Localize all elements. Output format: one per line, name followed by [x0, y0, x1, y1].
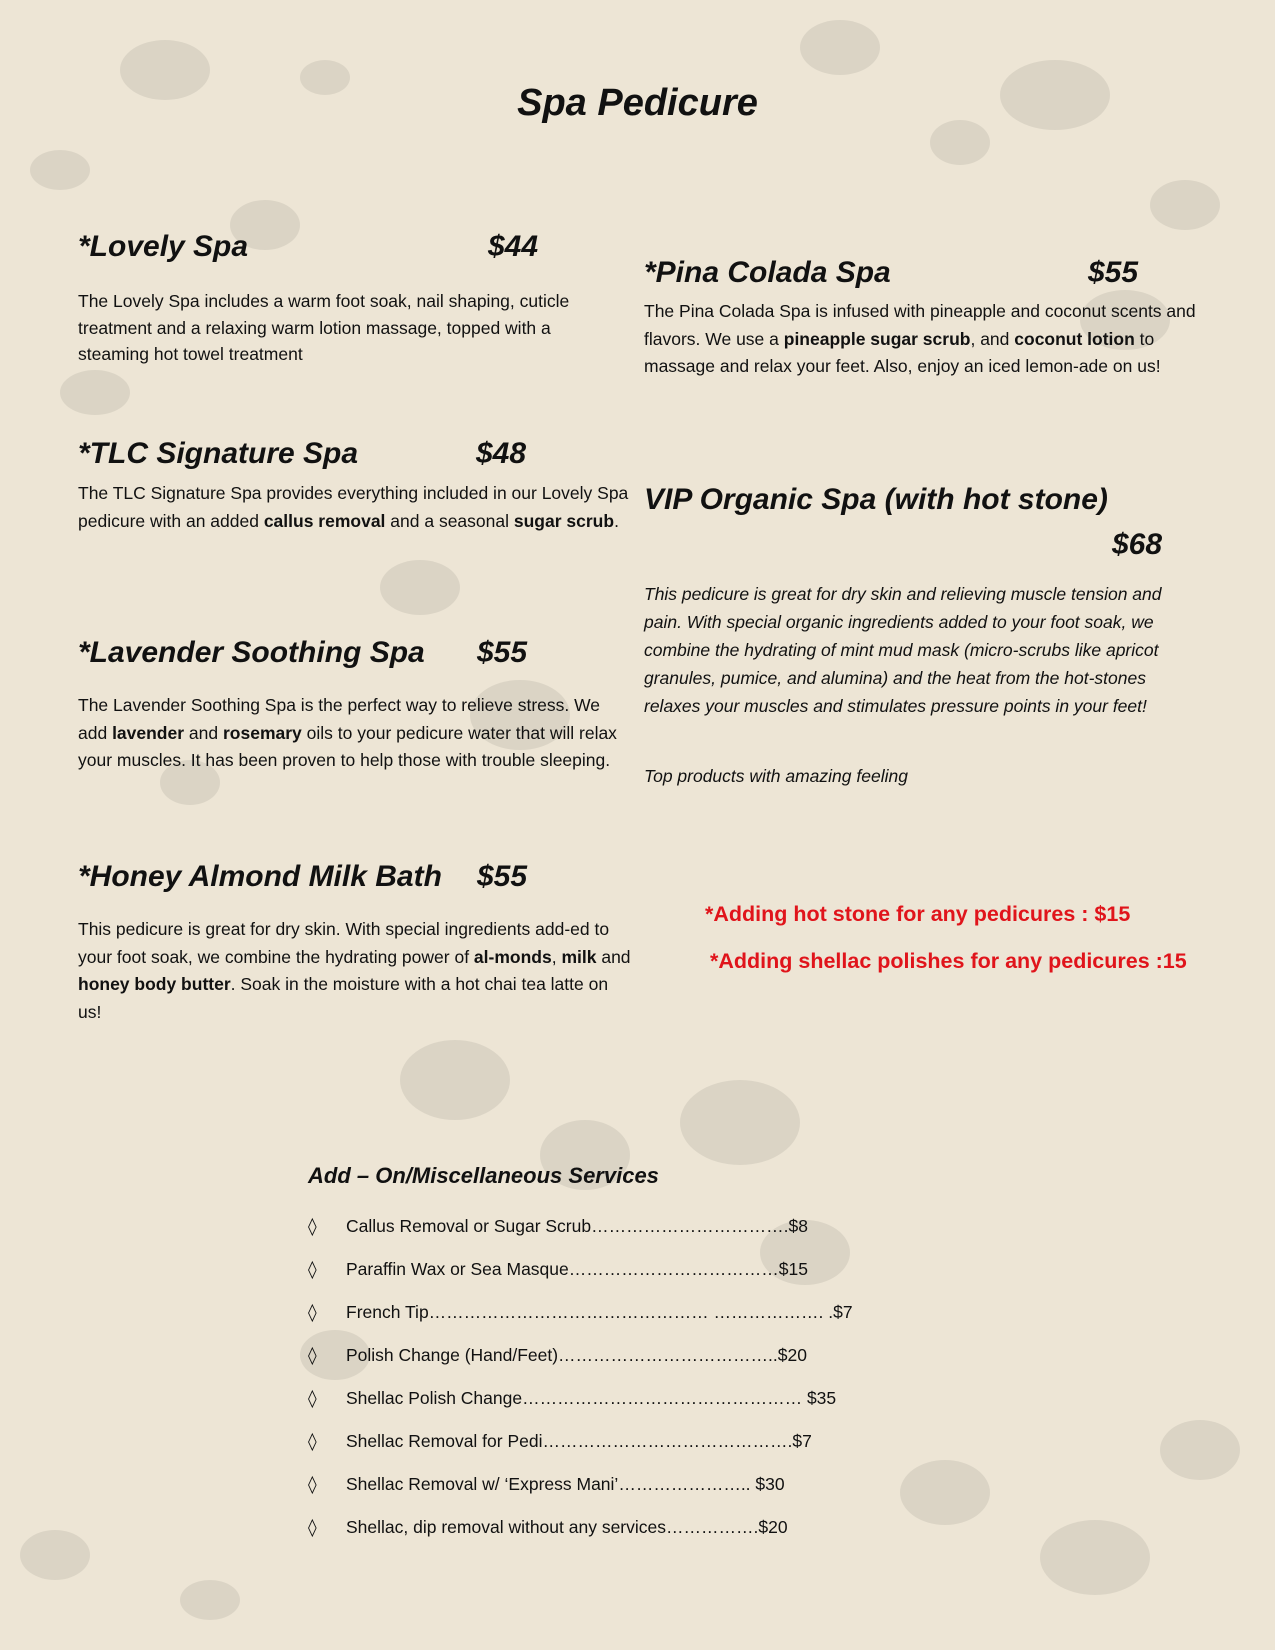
diamond-bullet-icon: ◊ — [308, 1217, 317, 1237]
page-title: Spa Pedicure — [517, 82, 758, 124]
tlc-spa-price: $48 — [476, 437, 527, 470]
list-item: ◊ Paraffin Wax or Sea Masque………………………………$15 — [308, 1259, 808, 1280]
vip-spa-price: $68 — [1112, 528, 1163, 561]
honey-spa-description: This pedicure is great for dry skin. With special ingredients add-ed to your foot soak, we combine the hydrating power of al-monds, milk and honey body butter. Soak in the moisture with a hot chai tea latte on us! — [78, 919, 631, 1022]
list-item: ◊ French Tip………………………………………… ………………. .$7 — [308, 1302, 853, 1323]
vip-spa-note: Top products with amazing feeling — [644, 766, 908, 786]
honey-spa-price: $55 — [477, 860, 528, 893]
diamond-bullet-icon: ◊ — [308, 1475, 317, 1495]
list-item: ◊ Shellac Removal for Pedi…………………………………….$7 — [308, 1431, 812, 1452]
honey-spa-name: *Honey Almond Milk Bath — [78, 860, 442, 893]
lovely-spa-price: $44 — [488, 230, 539, 263]
addons-title: Add – On/Miscellaneous Services — [308, 1163, 659, 1188]
vip-spa-name: VIP Organic Spa (with hot stone) — [644, 483, 1108, 516]
diamond-bullet-icon: ◊ — [308, 1346, 317, 1366]
diamond-bullet-icon: ◊ — [308, 1389, 317, 1409]
shellac-addon-note: *Adding shellac polishes for any pedicures :15 — [710, 949, 1187, 973]
list-item: ◊ Shellac Polish Change………………………………………… $35 — [308, 1388, 837, 1409]
lavender-spa-description: The Lavender Soothing Spa is the perfect way to relieve stress. We add lavender and rosemary oils to your pedicure water that will relax your muscles. It has been proven to help those with trouble sleeping. — [78, 695, 617, 770]
lavender-spa-name: *Lavender Soothing Spa — [78, 636, 425, 669]
hot-stone-addon-note: *Adding hot stone for any pedicures : $15 — [705, 902, 1131, 926]
pina-spa-description: The Pina Colada Spa is infused with pineapple and coconut scents and flavors. We use a pineapple sugar scrub, and coconut lotion to massage and relax your feet. Also, enjoy an iced lemon-ade on us! — [644, 301, 1196, 376]
lovely-spa-name: *Lovely Spa — [78, 230, 249, 263]
list-item: ◊ Polish Change (Hand/Feet)………………………………..$20 — [308, 1345, 807, 1366]
vip-spa-description: This pedicure is great for dry skin and relieving muscle tension and pain. With special organic ingredients added to your foot soak, we combine the hydrating of mint mud mask (micro-scrubs like apricot granules, pumice, and alumina) and the heat from the hot-stones relaxes your muscles and stimulates pressure points in your feet! — [644, 584, 1162, 716]
diamond-bullet-icon: ◊ — [308, 1303, 317, 1323]
pina-spa-price: $55 — [1088, 256, 1139, 289]
list-item: ◊ Shellac, dip removal without any services…………….$20 — [308, 1517, 788, 1538]
pina-spa-name: *Pina Colada Spa — [644, 256, 891, 289]
diamond-bullet-icon: ◊ — [308, 1432, 317, 1452]
lavender-spa-price: $55 — [477, 636, 528, 669]
list-item: ◊ Callus Removal or Sugar Scrub…………………………….$8 — [308, 1216, 808, 1237]
tlc-spa-name: *TLC Signature Spa — [78, 437, 359, 470]
diamond-bullet-icon: ◊ — [308, 1518, 317, 1538]
list-item: ◊ Shellac Removal w/ ‘Express Mani’………………….. $30 — [308, 1474, 785, 1495]
lovely-spa-description: The Lovely Spa includes a warm foot soak, nail shaping, cuticle treatment and a relaxing warm lotion massage, topped with a steaming hot towel treatment — [78, 291, 570, 364]
diamond-bullet-icon: ◊ — [308, 1260, 317, 1280]
tlc-spa-description: The TLC Signature Spa provides everything included in our Lovely Spa pedicure with an added callus removal and a seasonal sugar scrub. — [78, 483, 629, 531]
